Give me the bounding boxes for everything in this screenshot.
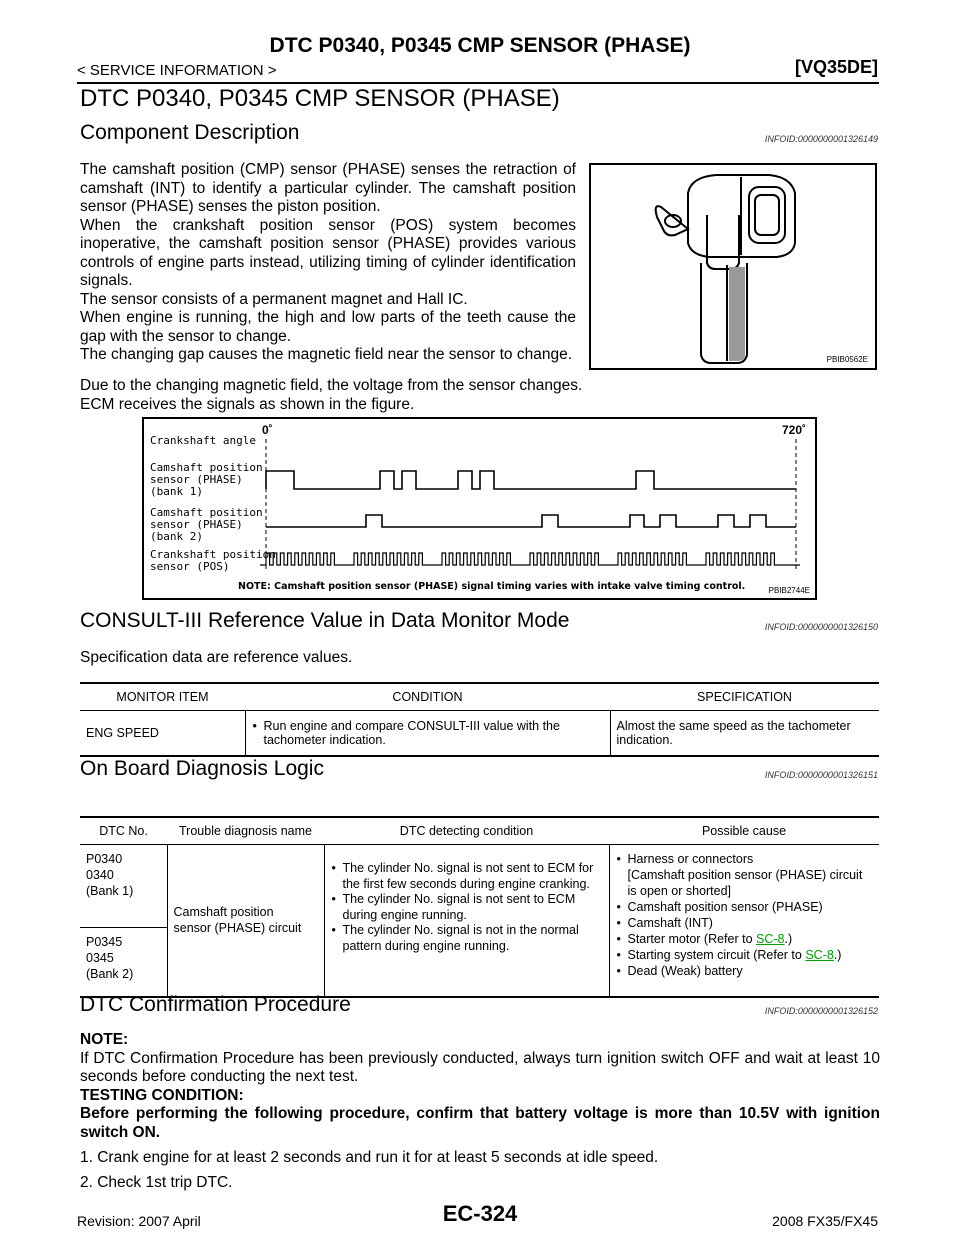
procedure-step: 1. Crank engine for at least 2 seconds and run it for at least 5 seconds at idle speed. <box>80 1149 659 1166</box>
column-header: Possible cause <box>609 818 879 845</box>
end-angle-label: 720˚ <box>782 423 807 437</box>
column-header: Trouble diagnosis name <box>167 818 324 845</box>
dtc-code: 0340 <box>86 868 114 882</box>
component-paragraph: When engine is running, the high and low parts of the teeth cause the gap with the sensor to change. <box>80 309 576 345</box>
running-header-title: DTC P0340, P0345 CMP SENSOR (PHASE) <box>269 34 691 57</box>
table-row <box>80 711 879 756</box>
cause-text: Harness or connectors <box>627 852 754 866</box>
component-description-heading: Component Description <box>80 121 300 144</box>
trouble-name-cell: Camshaft position sensor (PHASE) circuit <box>167 845 324 996</box>
cmp-bank2-label-line3: (bank 2) <box>150 530 203 543</box>
page-number: EC-324 <box>442 1201 518 1226</box>
cmp-sensor-drawing <box>591 165 875 368</box>
condition-item: • The cylinder No. signal is not sent to ECM during engine running. <box>331 892 603 923</box>
vehicle-model-label: 2008 FX35/FX45 <box>772 1213 878 1229</box>
column-header: DTC No. <box>80 818 167 845</box>
obd-table <box>80 816 879 998</box>
condition-cell <box>245 711 610 756</box>
cause-item <box>616 931 874 947</box>
component-paragraph: When the crankshaft position sensor (POS) system becomes inoperative, the camshaft position sensor (PHASE) provides various controls of engine parts instead, utilizing timing of cylinder identification signals. <box>80 216 576 289</box>
component-line: Due to the changing magnetic field, the voltage from the sensor changes. <box>80 377 583 394</box>
obd-infoid: INFOID:0000000001326151 <box>764 770 878 780</box>
component-description-full-lines <box>80 377 880 414</box>
consult-heading: CONSULT-III Reference Value in Data Monitor Mode <box>80 609 570 632</box>
header-rule <box>77 82 879 84</box>
dtc-code: P0345 <box>86 935 123 949</box>
dtc-bank: (Bank 1) <box>86 884 134 898</box>
testing-condition-label: TESTING CONDITION: <box>80 1086 244 1104</box>
revision-label: Revision: 2007 April <box>77 1213 201 1229</box>
note-text: If DTC Confirmation Procedure has been previously conducted, always turn ignition switch OFF and wait at least 10 seconds before conducting the next test. <box>80 1049 880 1085</box>
monitor-item-cell: ENG SPEED <box>86 726 159 740</box>
start-angle-label: 0˚ <box>262 423 273 437</box>
cmp-bank1-waveform <box>266 471 796 489</box>
consult-intro: Specification data are reference values. <box>80 649 353 666</box>
specification-cell: Almost the same speed as the tachometer indication. <box>610 711 879 756</box>
cause-text: Starting system circuit (Refer to <box>627 948 806 962</box>
pos-sensor-label-line1: Crankshaft position <box>150 548 276 561</box>
page-title: DTC P0340, P0345 CMP SENSOR (PHASE) <box>80 85 560 112</box>
note-label: NOTE: <box>80 1031 129 1048</box>
table-row <box>80 845 879 928</box>
signal-timing-chart <box>144 419 815 598</box>
obd-heading: On Board Diagnosis Logic <box>80 757 324 780</box>
cause-text: Starter motor (Refer to <box>627 932 757 946</box>
detecting-condition-cell <box>324 845 609 996</box>
column-header: SPECIFICATION <box>610 684 879 711</box>
component-paragraph: The sensor consists of a permanent magnet and Hall IC. <box>80 290 468 308</box>
timing-figure-code: PBIB2744E <box>768 586 810 595</box>
sc-8-link[interactable]: SC-8 <box>805 948 834 962</box>
signal-timing-figure <box>142 417 817 600</box>
pos-sensor-label-line2: sensor (POS) <box>150 560 230 573</box>
consult-table <box>80 682 879 757</box>
dtc-code: 0345 <box>86 951 114 965</box>
column-header: MONITOR ITEM <box>80 684 245 711</box>
crankshaft-angle-label: Crankshaft angle <box>150 434 256 447</box>
condition-item: • The cylinder No. signal is not sent to ECM for the first few seconds during engine cranking. <box>331 861 603 892</box>
table-header-row <box>80 684 879 711</box>
cause-text: .) <box>833 948 842 962</box>
dtc-bank2-cell <box>80 928 167 996</box>
engine-model-label: [VQ35DE] <box>794 57 878 77</box>
component-paragraph: The changing gap causes the magnetic field near the sensor to change. <box>80 346 573 363</box>
table-header-row <box>80 818 879 845</box>
cmp-bank1-label-line1: Camshaft position <box>150 461 263 474</box>
cmp-bank1-label-line3: (bank 1) <box>150 485 203 498</box>
dtc-confirmation-infoid: INFOID:0000000001326152 <box>764 1006 878 1016</box>
cmp-sensor-illustration <box>589 163 877 370</box>
sc-8-link[interactable]: SC-8 <box>756 932 785 946</box>
cause-text: .) <box>784 932 793 946</box>
column-header: CONDITION <box>245 684 610 711</box>
procedure-step: 2. Check 1st trip DTC. <box>80 1173 233 1191</box>
dtc-bank1-cell <box>80 845 167 928</box>
timing-note: NOTE: Camshaft position sensor (PHASE) signal timing varies with intake valve timing control. <box>238 581 746 592</box>
dtc-code: P0340 <box>86 852 123 866</box>
cause-item <box>616 947 874 963</box>
cause-item: • Dead (Weak) battery <box>616 963 874 979</box>
dtc-confirmation-body <box>80 1031 880 1192</box>
cmp-bank1-label-line2: sensor (PHASE) <box>150 473 243 486</box>
component-description-text <box>80 161 576 365</box>
condition-item: • The cylinder No. signal is not in the normal pattern during engine running. <box>331 923 603 954</box>
cmp-bank2-label-line2: sensor (PHASE) <box>150 518 243 531</box>
component-infoid: INFOID:0000000001326149 <box>764 134 878 144</box>
possible-cause-cell <box>609 845 879 996</box>
component-paragraph: The camshaft position (CMP) sensor (PHASE) senses the retraction of camshaft (INT) to identify a particular cylinder. The camshaft position sensor (PHASE) senses the piston position. <box>80 161 576 215</box>
consult-infoid: INFOID:0000000001326150 <box>764 622 878 632</box>
testing-condition-text: Before performing the following procedure, confirm that battery voltage is more than 10.5V with ignition switch ON. <box>80 1105 880 1141</box>
cause-subtext: [Camshaft position sensor (PHASE) circuit is open or shorted] <box>627 868 863 898</box>
cmp-bank2-label-line1: Camshaft position <box>150 506 263 519</box>
cause-item: • Camshaft position sensor (PHASE) <box>616 899 874 915</box>
dtc-confirmation-heading: DTC Confirmation Procedure <box>80 993 351 1016</box>
condition-text: • Run engine and compare CONSULT-III value with the tachometer indication. <box>252 719 604 747</box>
section-breadcrumb: < SERVICE INFORMATION > <box>77 62 277 79</box>
sensor-figure-code: PBIB0562E <box>826 355 868 364</box>
cmp-bank2-waveform <box>266 515 796 527</box>
pos-sensor-waveform <box>260 553 800 565</box>
cause-item <box>616 851 874 899</box>
component-line: ECM receives the signals as shown in the figure. <box>80 395 415 413</box>
dtc-bank: (Bank 2) <box>86 967 134 981</box>
cause-item: • Camshaft (INT) <box>616 915 874 931</box>
column-header: DTC detecting condition <box>324 818 609 845</box>
